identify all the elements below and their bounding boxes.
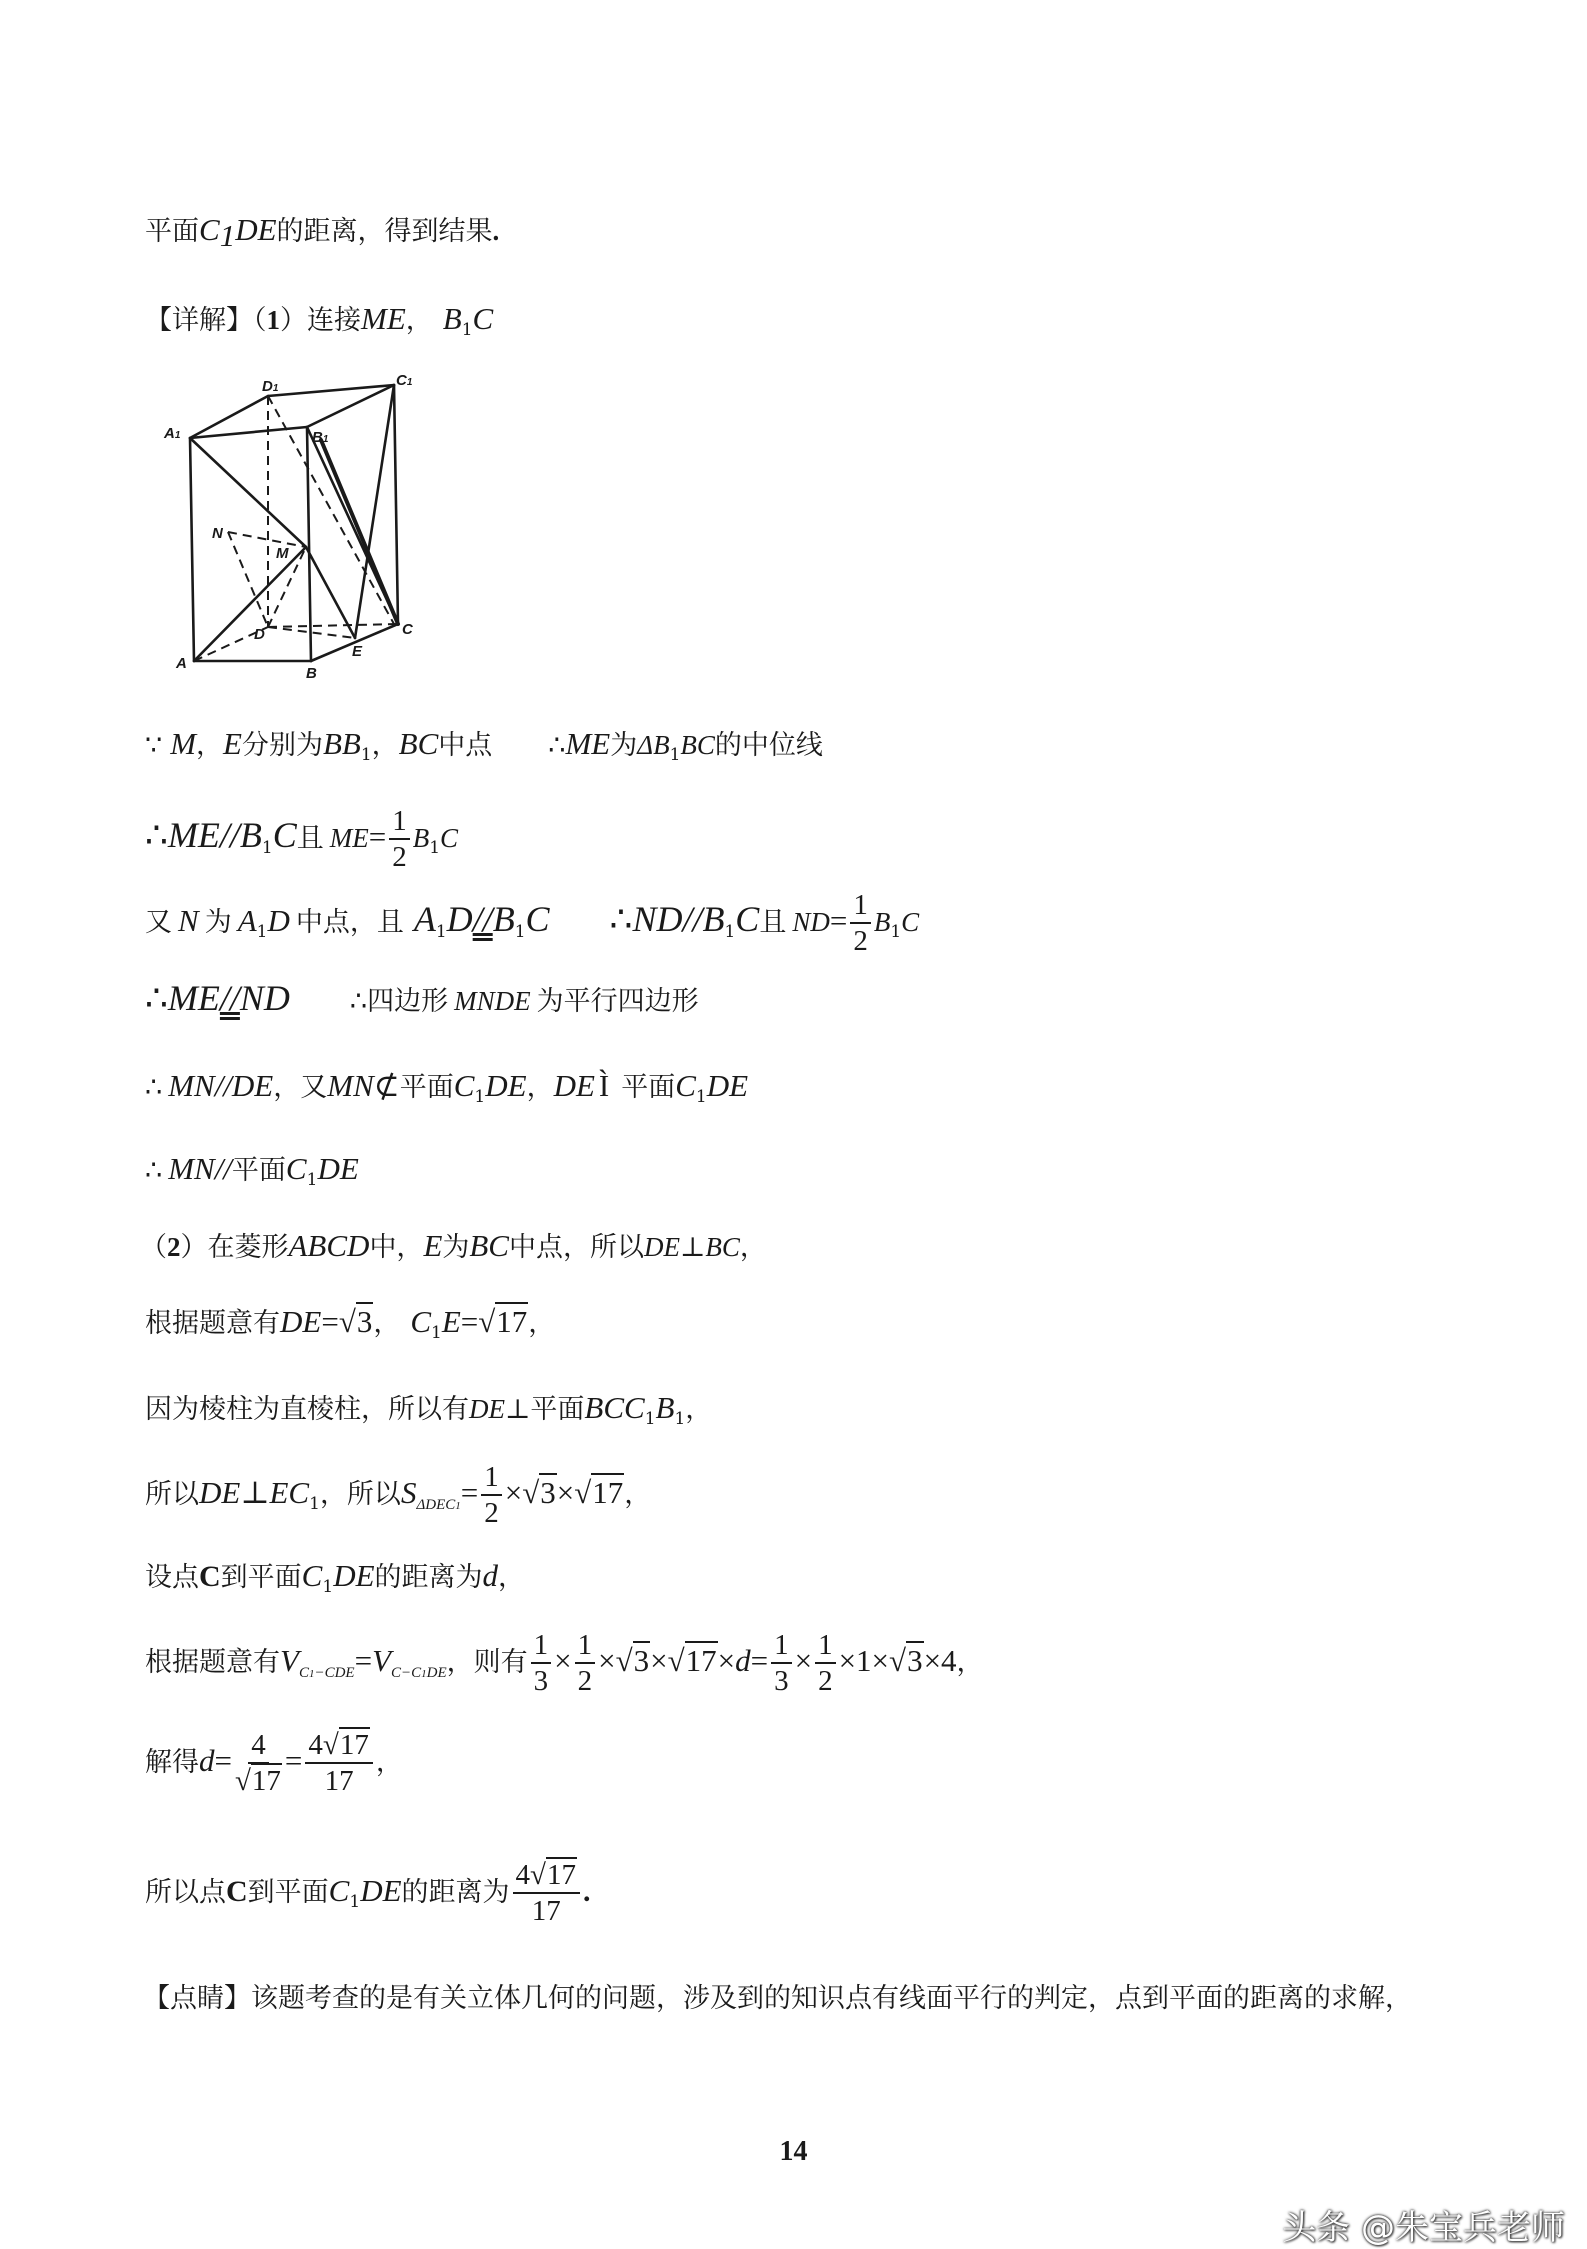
fraction: $\frac{4√17}{17}$: [305, 1730, 372, 1797]
fraction: $\frac{1}{3}$: [531, 1630, 552, 1697]
label-N: N: [212, 525, 223, 542]
text-line-7: ∴ MN//DE，又MN⊄平面$C_1DE$，DE Ì 平面$C_1DE$: [145, 1068, 749, 1107]
label-A: A: [176, 655, 187, 672]
prism-figure: [150, 372, 450, 682]
fraction: $\frac{1}{3}$: [771, 1630, 792, 1697]
sqrt: √17: [574, 1474, 624, 1510]
sqrt: √3: [889, 1642, 923, 1678]
text-line-1: 平面$C_1DE$的距离，得到结果.: [145, 212, 500, 253]
text-line-8: ∴ MN//平面$C_1DE$: [145, 1151, 359, 1190]
label-C: C: [402, 621, 413, 638]
fraction: $\frac{1}{2}$: [850, 890, 871, 957]
text-line-2: 【详解】（1）连接ME， $B_1C$: [145, 301, 494, 340]
sqrt: √3: [615, 1642, 650, 1678]
sqrt: √17: [478, 1304, 528, 1339]
text-line-11: 因为棱柱为直棱柱，所以有DE⊥平面$BCC_1B_1$，: [145, 1390, 713, 1429]
text-line-16: 所以点C到平面$C_1DE$的距离为 $\frac{4√17}{17}$ .: [145, 1859, 591, 1928]
watermark: 头条 @朱宝兵老师: [1282, 2208, 1565, 2248]
label-M: M: [276, 545, 289, 562]
text-line-9: （2）在菱形ABCD中，E为BC中点，所以DE⊥BC，: [140, 1228, 767, 1263]
text-line-12: 所以$DE\perp EC_1$，所以$S_{\Delta DEC1}=$ $\frac{1}{2}$ ×√3×√17，: [145, 1461, 652, 1530]
sqrt: √3: [338, 1304, 373, 1339]
fraction: $\frac{1}{2}$: [575, 1630, 596, 1697]
text-line-10: 根据题意有DE=√3， $C_1E=√17$，: [145, 1304, 556, 1343]
label-A1: A1: [164, 425, 181, 442]
label-D: D: [254, 626, 265, 643]
text-line-4: $\therefore ME//B_1C$且 ME= $\frac{1}{2}$ $B_1C$: [145, 805, 459, 874]
text-line-14: 根据题意有$V_{C1-CDE}=V_{C-C1DE}$，则有 $\frac{1}{3}$ × $\frac{1}{2}$ ×√3×√17×d= $\frac{1}{3}$ × $\frac{1}{2}$ ×1×√3×4，: [145, 1629, 984, 1698]
text-line-17: 【点睛】该题考查的是有关立体几何的问题，涉及到的知识点有线面平行的判定，点到平面的距离的求解，: [143, 1983, 1412, 2014]
label-D1: D1: [262, 378, 279, 395]
text-line-15: 解得d= $\frac{4}{√17}$ = $\frac{4√17}{17}$ ，: [145, 1729, 403, 1798]
fraction: $\frac{4√17}{17}$: [513, 1860, 580, 1927]
fraction: $\frac{1}{2}$: [481, 1462, 502, 1529]
fraction: $\frac{1}{2}$: [815, 1630, 836, 1697]
fraction: $\frac{4}{√17}$: [234, 1729, 281, 1798]
text-line-3: ∵ M，E分别为$BB_1$，BC中点 ∴ME为$\Delta B_1BC$的中位线: [145, 726, 823, 765]
label-E: E: [352, 643, 363, 660]
sqrt: √17: [667, 1642, 717, 1678]
page-number: 14: [779, 2136, 808, 2167]
label-B: B: [306, 665, 317, 682]
text-line-6: ∴ME//ND ∴四边形 MNDE 为平行四边形: [145, 978, 699, 1019]
fraction: $\frac{1}{2}$: [389, 806, 410, 873]
text-line-5: 又 N 为 $A_1D$ 中点，且 $A_1D//B_1C$ $\therefore ND//B_1C$且 ND= $\frac{1}{2}$ $B_1C$: [145, 889, 920, 958]
label-C1: C1: [396, 372, 413, 389]
label-B1: B1: [312, 429, 329, 446]
text-line-13: 设点C到平面$C_1DE$的距离为d，: [145, 1558, 526, 1597]
sqrt: √3: [522, 1474, 556, 1510]
